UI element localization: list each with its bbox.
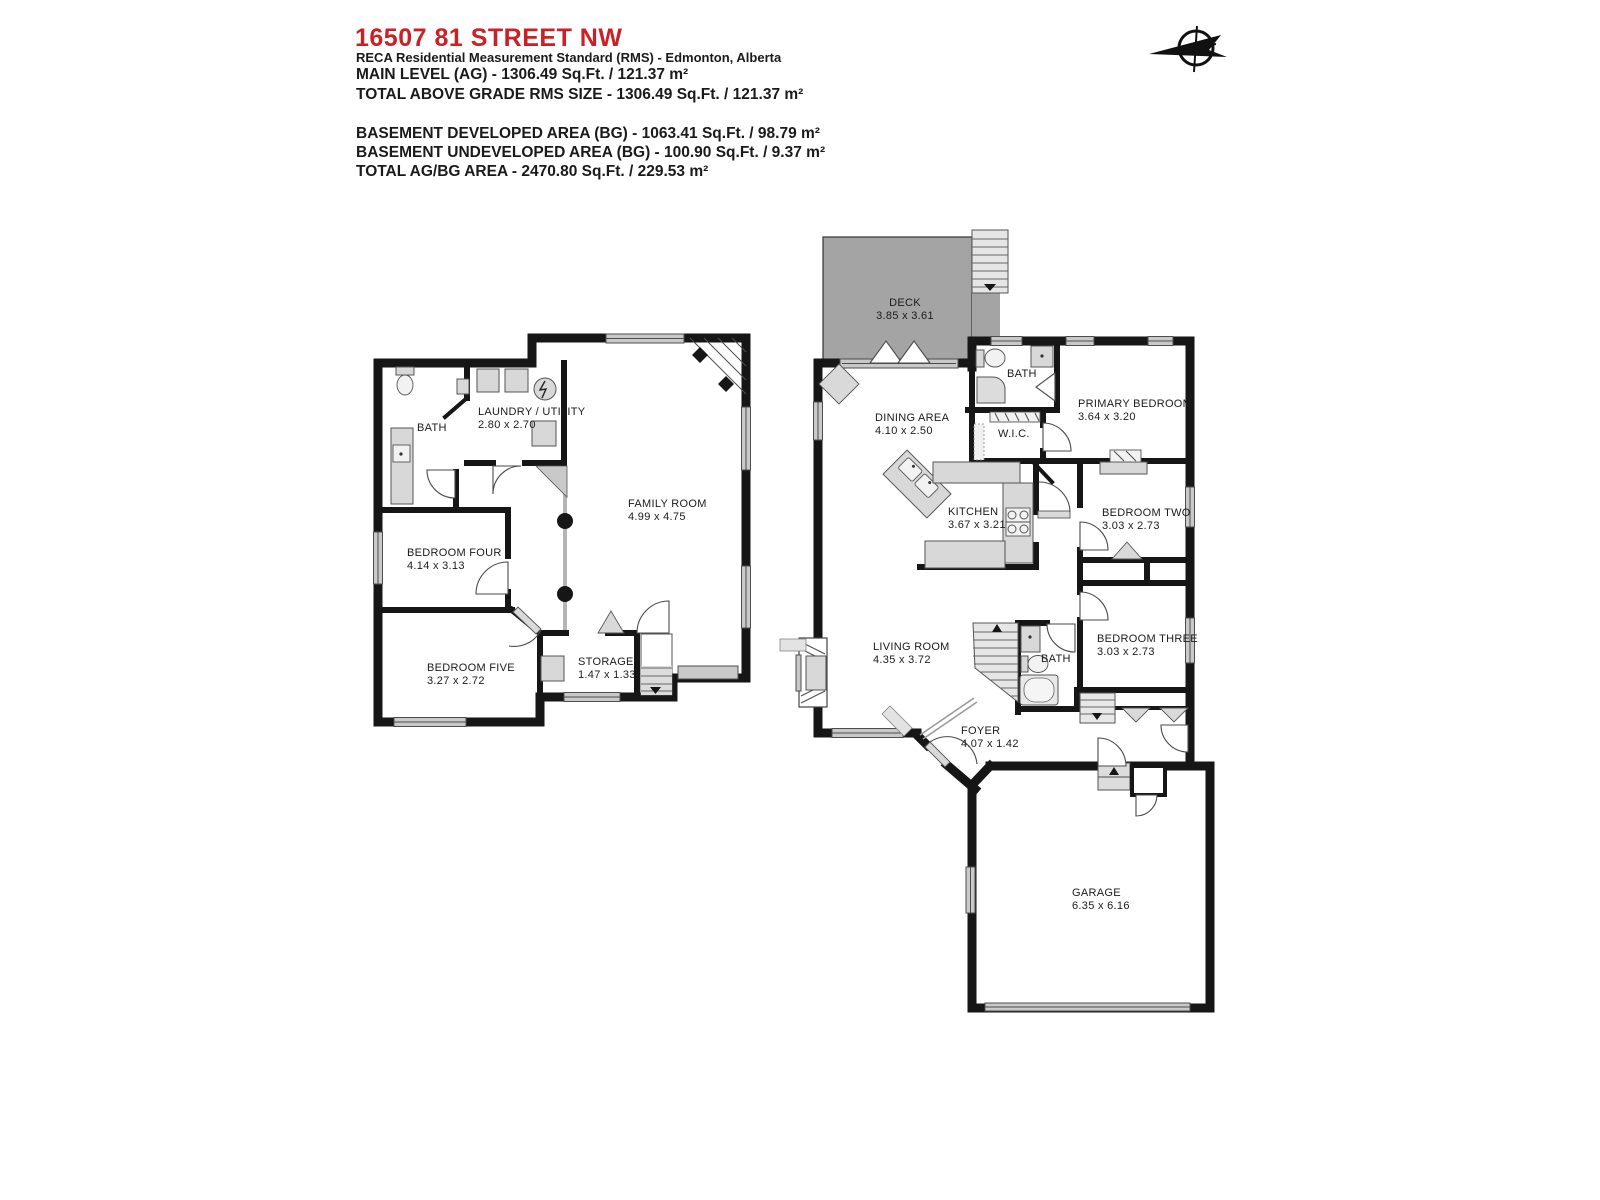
basement-stairs xyxy=(641,634,672,695)
closet-door xyxy=(1136,795,1157,816)
room-label-kitchen: KITCHEN xyxy=(948,506,999,518)
room-dims-foyer: 4.07 x 1.42 xyxy=(961,738,1019,750)
room-label-wic: W.I.C. xyxy=(998,428,1030,440)
washer xyxy=(477,369,499,392)
entry-closet xyxy=(1132,766,1165,795)
faucet xyxy=(1028,635,1031,638)
window-seat xyxy=(806,656,826,690)
basement-developed-line: BASEMENT DEVELOPED AREA (BG) - 1063.41 Sq.Ft. / 98.79 m² xyxy=(356,125,820,142)
bedroom-two-closet-door xyxy=(1112,542,1142,559)
compass-icon xyxy=(1149,26,1227,72)
garage-entry xyxy=(1098,738,1165,816)
room-dims-dining: 4.10 x 2.50 xyxy=(875,425,933,437)
total-agbg-line: TOTAL AG/BG AREA - 2470.80 Sq.Ft. / 229.53 m² xyxy=(356,163,709,180)
room-dims-bed2: 3.03 x 2.73 xyxy=(1102,520,1160,532)
room-label-bed5: BEDROOM FIVE xyxy=(427,662,515,674)
toilet-bowl xyxy=(985,349,1005,367)
room-dims-deck: 3.85 x 3.61 xyxy=(876,310,934,322)
room-dims-bed5: 3.27 x 2.72 xyxy=(427,675,485,687)
toilet-bowl xyxy=(397,375,413,395)
stairwell-door xyxy=(637,601,669,633)
closet-bifold-door xyxy=(1122,708,1150,722)
structural-post xyxy=(557,513,573,529)
structural-post xyxy=(557,586,573,602)
toilet-tank xyxy=(1021,656,1028,672)
basement-undeveloped-line: BASEMENT UNDEVELOPED AREA (BG) - 100.90 Sq.Ft. / 9.37 m² xyxy=(356,144,826,161)
sink xyxy=(457,379,469,394)
room-dims-laundry: 2.80 x 2.70 xyxy=(478,419,536,431)
room-label-dining: DINING AREA xyxy=(875,412,950,424)
room-dims-bed4: 4.14 x 3.13 xyxy=(407,560,465,572)
measurement-standard-subtitle: RECA Residential Measurement Standard (RMS) - Edmonton, Alberta xyxy=(356,50,782,65)
room-label-primary: PRIMARY BEDROOM xyxy=(1078,398,1193,410)
hall-closets xyxy=(1080,693,1188,723)
window-seat xyxy=(678,666,738,679)
bedroom-four-door xyxy=(476,562,508,594)
storage-shelf xyxy=(541,656,564,681)
main-level-plan xyxy=(780,230,1210,1011)
bedroom-five-door-leaf xyxy=(513,607,541,634)
room-label-living: LIVING ROOM xyxy=(873,641,950,653)
bath-angled-wall xyxy=(445,398,467,417)
hall-entry-door xyxy=(1161,725,1188,752)
middle-bath-door xyxy=(1047,624,1075,652)
room-label-bath: BATH xyxy=(417,422,447,434)
closet-organizer xyxy=(974,424,984,460)
exterior-pad xyxy=(780,639,806,651)
total-above-grade-line: TOTAL ABOVE GRADE RMS SIZE - 1306.49 Sq.Ft. / 121.37 m² xyxy=(356,86,804,103)
closet-bifold-door xyxy=(1160,708,1188,722)
basement-plan xyxy=(374,334,751,727)
main-level-area-line: MAIN LEVEL (AG) - 1306.49 Sq.Ft. / 121.37 m² xyxy=(356,66,689,83)
deck-stairs xyxy=(972,230,1008,293)
bedroom-three-door xyxy=(1080,592,1108,620)
room-label-laundry: LAUNDRY / UTILITY xyxy=(478,406,586,418)
wic-door xyxy=(1043,423,1071,451)
room-dims-bed3: 3.03 x 2.73 xyxy=(1097,646,1155,658)
faucet xyxy=(399,452,402,455)
shower xyxy=(977,377,1005,403)
room-dims-family: 4.99 x 4.75 xyxy=(628,511,686,523)
storage-door xyxy=(598,611,624,633)
room-label-deck: DECK xyxy=(889,297,921,309)
room-label-foyer: FOYER xyxy=(961,725,1001,737)
corner-fireplace xyxy=(690,338,746,394)
dresser xyxy=(1100,462,1147,474)
corner-cabinet xyxy=(819,364,859,404)
toilet-tank xyxy=(396,367,414,375)
toilet-tank xyxy=(976,350,984,367)
page-title: 16507 81 STREET NW xyxy=(355,24,623,52)
room-label-bed2: BEDROOM TWO xyxy=(1102,507,1191,519)
bath-bifold-door xyxy=(1036,373,1055,401)
room-dims-kitchen: 3.67 x 3.21 xyxy=(948,519,1006,531)
house-garage-door xyxy=(1098,738,1126,766)
room-dims-garage: 6.35 x 6.16 xyxy=(1072,900,1130,912)
faucet xyxy=(1040,354,1043,357)
bath-door xyxy=(427,470,455,498)
room-label-bed4: BEDROOM FOUR xyxy=(407,547,502,559)
kitchen-island xyxy=(925,541,1005,568)
pass-through xyxy=(1110,450,1141,462)
north-arrow xyxy=(1149,35,1227,57)
laundry-door xyxy=(493,466,521,494)
room-label-family: FAMILY ROOM xyxy=(628,498,707,510)
under-stair-wedge xyxy=(536,466,567,497)
room-dims-storage: 1.47 x 1.33 xyxy=(578,669,636,681)
dryer xyxy=(505,369,528,392)
room-label-garage: GARAGE xyxy=(1072,887,1121,899)
room-label-bed3: BEDROOM THREE xyxy=(1097,633,1198,645)
vanity xyxy=(391,428,413,504)
room-label-bath-mid: BATH xyxy=(1041,653,1071,665)
room-dims-living: 4.35 x 3.72 xyxy=(873,654,931,666)
room-label-storage: STORAGE xyxy=(578,656,634,668)
room-dims-primary: 3.64 x 3.20 xyxy=(1078,411,1136,423)
room-label-bath-top: BATH xyxy=(1007,368,1037,380)
kitchen-door xyxy=(1038,482,1070,518)
vanity xyxy=(1021,626,1040,652)
